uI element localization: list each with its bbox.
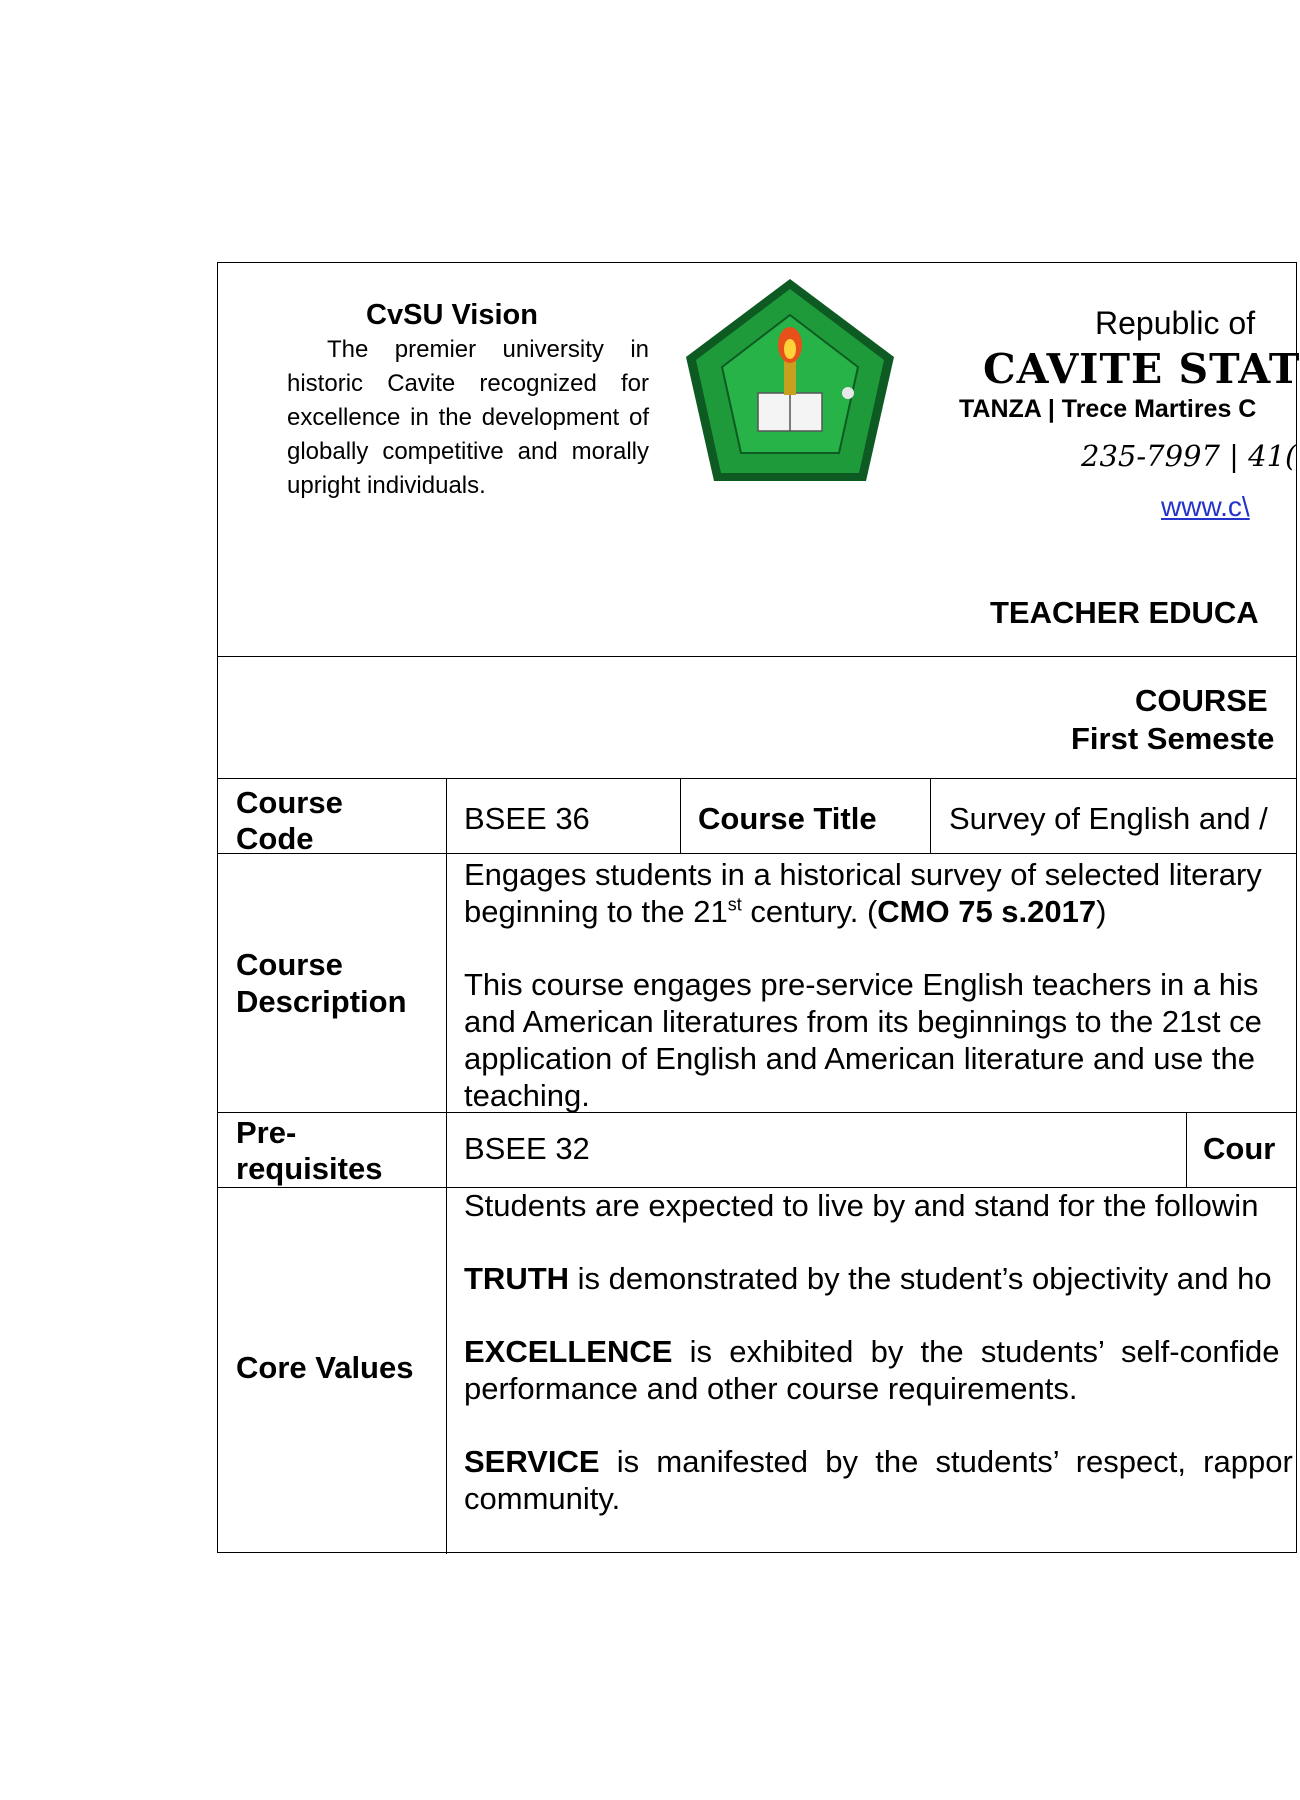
course-title-value: Survey of English and / [949,801,1268,836]
syllabus-frame [217,262,1300,1553]
excellence-line [464,1334,1280,1370]
course-description-label-2: Description [236,984,407,1019]
core-values-label: Core Values [236,1350,414,1385]
excellence-line-2: performance and other course requirements. [464,1371,1078,1406]
syllabus-title: COURSE [1135,683,1268,718]
website-link[interactable]: www.c\ [1161,491,1250,522]
description-line-2-rest: century. ( [741,894,878,929]
campus-list: TANZA | Trece Martires C [959,395,1257,423]
divider-description [218,1112,1296,1113]
ordinal-suffix: st [727,894,742,915]
republic-text: Republic of [1095,305,1256,341]
course-description-label-1: Course [236,947,343,982]
prereq-right-label: Cour [1203,1131,1276,1166]
divider-code [218,853,1296,854]
service-line-2: community. [464,1481,621,1516]
truth-line [464,1261,1272,1297]
title-value-divider [930,778,931,853]
truth-word: TRUTH [464,1261,570,1296]
core-values-intro: Students are expected to live by and stand for the followin [464,1188,1259,1223]
description-p2-line-4: teaching. [464,1078,590,1113]
service-text: is manifested by the students’ respect, rappor [599,1444,1293,1479]
cmo-close-paren: ) [1096,894,1107,929]
code-title-divider [680,778,681,853]
prerequisites-value: BSEE 32 [464,1131,590,1166]
truth-text: is demonstrated by the student’s objectivity and ho [569,1261,1272,1296]
prerequisites-label-2: requisites [236,1151,383,1186]
phone-numbers: 235-7997 | 41( [1081,439,1297,473]
description-p2-line-1: This course engages pre-service English teachers in a his [464,967,1259,1002]
service-word: SERVICE [464,1444,600,1479]
college-name: TEACHER EDUCA [990,595,1259,630]
description-p2-line-3: application of English and American literature and use the [464,1041,1255,1076]
prerequisites-label-1: Pre- [236,1115,297,1150]
description-line-1: Engages students in a historical survey of selected literary [464,857,1262,892]
excellence-word: EXCELLENCE [464,1334,673,1369]
prereq-divider [1186,1112,1187,1187]
service-line [464,1444,1293,1480]
cmo-reference: CMO 75 s.2017 [877,894,1097,929]
course-code-value: BSEE 36 [464,801,590,836]
course-code-label-1: Course [236,785,343,820]
course-title-label: Course Title [698,801,877,836]
excellence-text: is exhibited by the students’ self-confide [672,1334,1280,1369]
description-p2-line-2: and American literatures from its beginnings to the 21st ce [464,1004,1262,1039]
description-line-2 [464,894,1106,930]
semester-title: First Semeste [1071,721,1275,756]
course-code-label-2: Code [236,821,314,856]
divider-header [218,656,1296,657]
university-seal-icon [672,275,908,493]
description-line-2-text: beginning to the 21 [464,894,728,929]
vision-text: The premier university in historic Cavite recognized for excellence in the development of globally competitive and morally upright individuals. [287,336,649,499]
university-name: CAVITE STAT [983,345,1300,393]
vision-title: CvSU Vision [366,299,538,331]
label-column-line [446,778,447,1554]
divider-title [218,778,1296,779]
